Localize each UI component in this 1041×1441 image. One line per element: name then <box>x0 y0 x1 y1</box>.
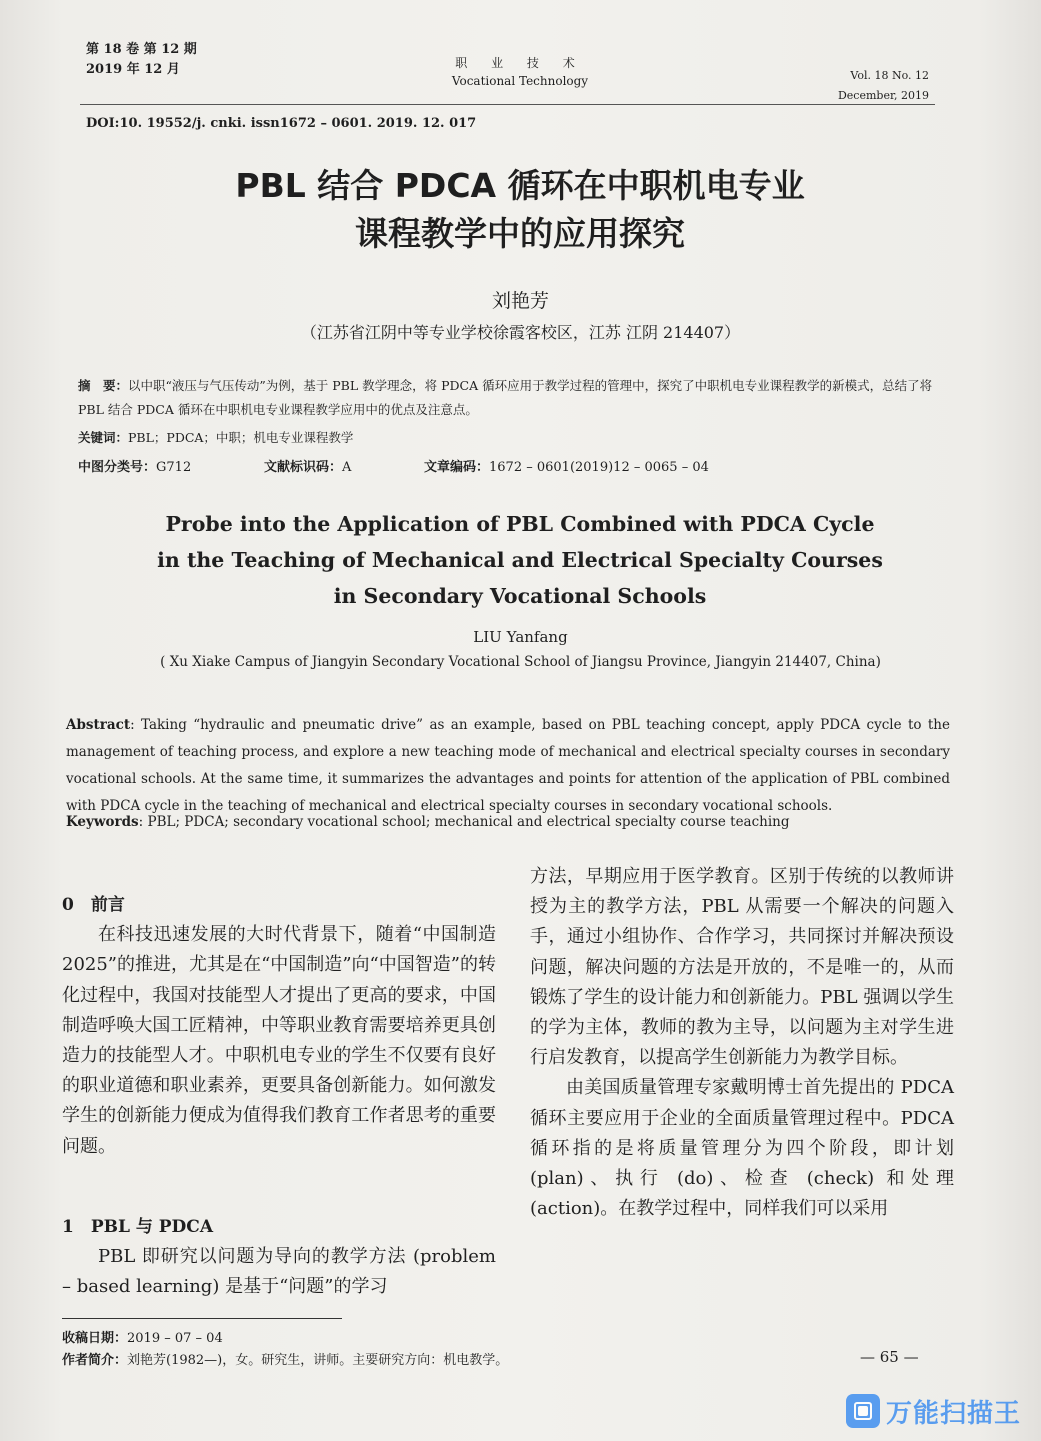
classification-row <box>78 456 948 475</box>
title-cn-line-1: PBL 结合 PDCA 循环在中职机电专业 <box>235 166 805 205</box>
header-center <box>420 54 620 90</box>
journal-name-en: Vocational Technology <box>451 74 589 88</box>
abstract-en-label: Abstract <box>66 717 131 733</box>
right-paragraph-2: 由美国质量管理专家戴明博士首先提出的 PDCA 循环主要应用于企业的全面质量管理过程中。PDCA 循环指的是将质量管理分为四个阶段，即计划 (plan)、执行 (do)、检查 (check) 和处理 (action)。在教学过程中，同样我们可以采用 <box>530 1077 954 1220</box>
bio-label: 作者简介： <box>62 1353 128 1368</box>
right-paragraph-1: 方法，早期应用于医学教育。区别于传统的以教师讲授为主的教学方法，PBL 从需要一个解决的问题入手，通过小组协作、合作学习，共同探讨并解决预设问题，解决问题的方法是开放的，不是唯一的，从而锻炼了学生的设计能力和创新能力。PBL 强调以学生的学为主体，教师的教为主导，以问题为主对学生进行启发教育，以提高学生创新能力为教学目标。 <box>530 866 954 1069</box>
author-en: LIU Yanfang <box>473 628 568 646</box>
doi: DOI:10. 19552/j. cnki. issn1672 – 0601. 2019. 12. 017 <box>86 116 477 131</box>
document-code-label: 文献标识码： <box>264 460 343 475</box>
affiliation-cn: （江苏省江阴中等专业学校徐霞客校区，江苏 江阴 214407） <box>300 323 741 342</box>
journal-name-cn: 职 业 技 术 <box>455 56 585 70</box>
article-code-label: 文章编码： <box>424 460 490 475</box>
title-en <box>110 506 930 614</box>
article-code-value: 1672 – 0601(2019)12 – 0065 – 04 <box>489 460 709 475</box>
watermark <box>846 1394 1021 1428</box>
document-code-value: A <box>342 460 352 475</box>
title-cn <box>120 162 920 258</box>
volume-issue-en: Vol. 18 No. 12 <box>850 69 929 82</box>
keywords-cn-text: PBL；PDCA；中职；机电专业课程教学 <box>128 430 354 445</box>
affiliation-en: ( Xu Xiake Campus of Jiangyin Secondary Vocational School of Jiangsu Province, Jiangyin 214407, China) <box>160 654 881 670</box>
clc-code <box>78 456 264 475</box>
section-1-paragraph: PBL 即研究以问题为导向的教学方法 (problem – based learning) 是基于“问题”的学习 <box>62 1246 496 1298</box>
keywords-cn <box>78 428 948 446</box>
watermark-text: 万能扫描王 <box>886 1398 1022 1429</box>
date-cn: 2019 年 12 月 <box>86 62 180 77</box>
abstract-cn <box>78 374 948 422</box>
section-1-heading: 1 PBL 与 PDCA <box>62 1217 214 1237</box>
author-bio <box>62 1350 508 1372</box>
section-1 <box>62 1212 496 1303</box>
volume-issue-cn: 第 18 卷 第 12 期 <box>86 42 197 57</box>
abstract-cn-label: 摘 要： <box>78 378 129 393</box>
document-code <box>264 456 424 475</box>
header-right <box>838 66 929 106</box>
abstract-en-text: : Taking “hydraulic and pneumatic drive” as an example, based on PBL teaching concept, apply PDCA cycle to the management of teaching process, and explore a new teaching mode of mechanical and electrical specialty courses in secondary vocational schools. At the same time, it summarizes the advantages and points for attention of the application of PBL combined with PDCA cycle in the teaching of mechanical and electrical specialty courses in secondary vocational schools. <box>66 717 950 814</box>
footnote <box>62 1328 508 1372</box>
received-value: 2019 – 07 – 04 <box>127 1331 223 1346</box>
abstract-en <box>66 712 950 820</box>
header-left <box>86 40 197 80</box>
bio-text: 刘艳芳(1982—)，女。研究生，讲师。主要研究方向：机电教学。 <box>127 1353 509 1368</box>
received-date <box>62 1328 508 1350</box>
author-cn: 刘艳芳 <box>491 290 549 312</box>
title-en-line-3: in Secondary Vocational Schools <box>333 584 707 608</box>
abstract-cn-text: 以中职“液压与气压传动”为例，基于 PBL 教学理念，将 PDCA 循环应用于教学过程的管理中，探究了中职机电专业课程教学的新模式，总结了将 PBL 结合 PDCA 循环在中职机电专业课程教学应用中的优点及注意点。 <box>78 378 933 417</box>
title-en-line-1: Probe into the Application of PBL Combined with PDCA Cycle <box>165 512 875 536</box>
scanner-app-icon <box>846 1394 880 1428</box>
keywords-en <box>66 814 950 830</box>
article-code <box>424 456 709 475</box>
clc-label: 中图分类号： <box>78 460 157 475</box>
page-number: — 65 — <box>860 1348 919 1366</box>
date-en: December, 2019 <box>837 89 929 102</box>
keywords-cn-label: 关键词： <box>78 430 129 445</box>
body-column-left <box>62 890 496 1162</box>
section-0-heading: 0 前言 <box>62 895 125 915</box>
footnote-rule <box>62 1318 342 1319</box>
keywords-en-text: : PBL; PDCA; secondary vocational school; mechanical and electrical specialty course teaching <box>138 814 790 830</box>
body-column-right <box>530 862 954 1224</box>
received-label: 收稿日期： <box>62 1331 128 1346</box>
clc-value: G712 <box>156 460 192 475</box>
section-0-paragraph: 在科技迅速发展的大时代背景下，随着“中国制造 2025”的推进，尤其是在“中国制造”向“中国智造”的转化过程中，我国对技能型人才提出了更高的要求，中国制造呼唤大国工匠精神，中等职业教育需要培养更具创造力的技能型人才。中职机电专业的学生不仅要有良好的职业道德和职业素养，更要具备创新能力。如何激发学生的创新能力便成为值得我们教育工作者思考的重要问题。 <box>62 924 496 1157</box>
title-en-line-2: in the Teaching of Mechanical and Electrical Specialty Courses <box>157 548 883 572</box>
keywords-en-label: Keywords <box>66 814 139 830</box>
header-rule <box>80 104 935 105</box>
title-cn-line-2: 课程教学中的应用探究 <box>355 214 685 253</box>
